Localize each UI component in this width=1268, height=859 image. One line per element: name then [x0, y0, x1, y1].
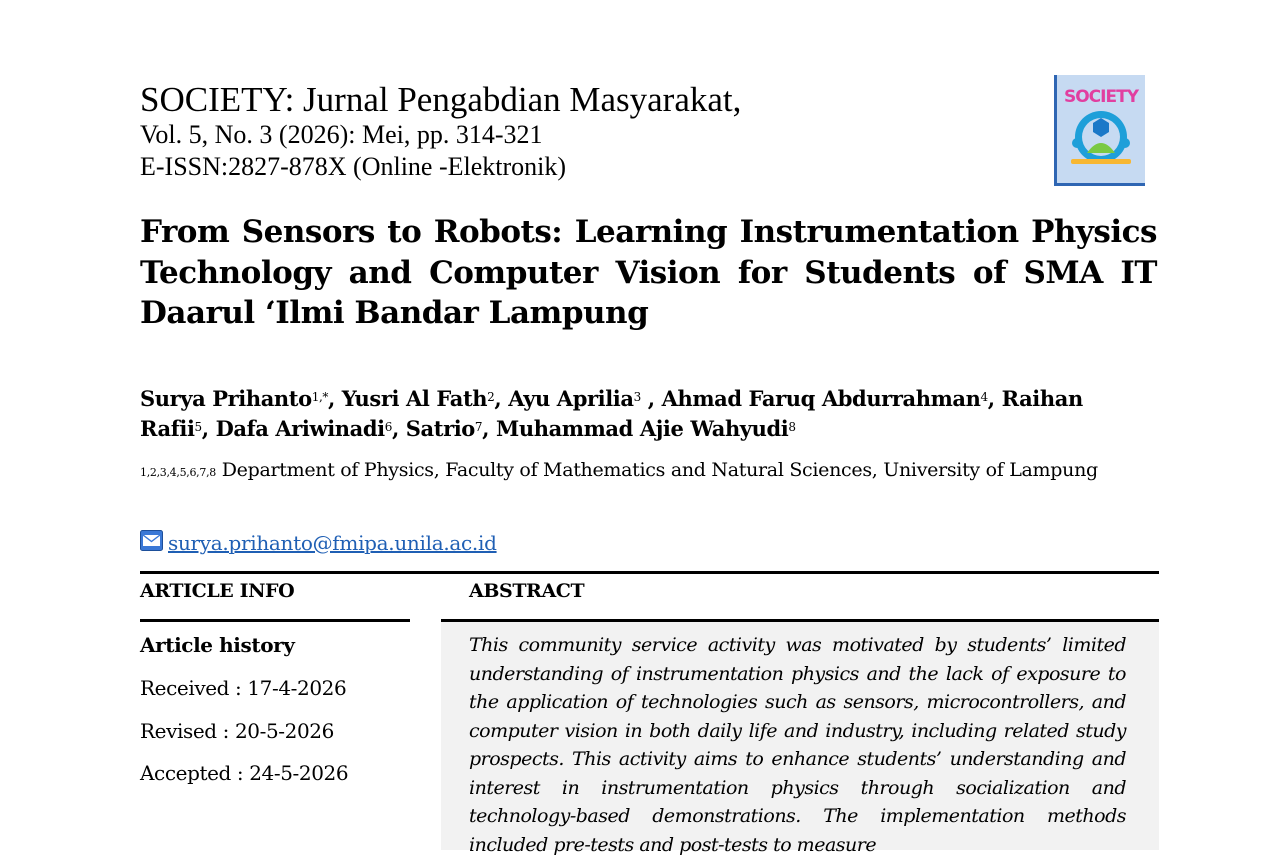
author-separator: , [391, 416, 406, 441]
logo-lettering: SOCIETY [1063, 87, 1139, 107]
info-divider [140, 619, 410, 622]
corresponding-email-link[interactable]: surya.prihanto@fmipa.unila.ac.id [168, 531, 497, 555]
author-separator: , [327, 386, 342, 411]
author-separator: , [494, 386, 509, 411]
journal-logo [1054, 75, 1145, 186]
author-affiliation-marker: 8 [788, 420, 796, 434]
author-name: Ayu Aprilia [508, 386, 634, 411]
author-affiliation-marker: 4 [980, 390, 988, 404]
article-info-heading: ARTICLE INFO [140, 580, 295, 602]
author-affiliation-marker: 5 [194, 420, 202, 434]
author-name: Satrio [405, 416, 475, 441]
affiliation-text: Department of Physics, Faculty of Mathematics and Natural Sciences, University of Lampung [221, 459, 1098, 481]
author-separator: , [640, 386, 662, 411]
abstract-heading: ABSTRACT [469, 580, 585, 602]
author-separator: , [201, 416, 216, 441]
author-separator: , [482, 416, 496, 441]
author-list [140, 384, 1140, 444]
author-affiliation-marker: 2 [487, 390, 495, 404]
received-date: Received : 17-4-2026 [140, 676, 347, 700]
journal-name: SOCIETY: Jurnal Pengabdian Masyarakat, [140, 80, 742, 119]
affiliation-marker: 1,2,3,4,5,6,7,8 [140, 466, 216, 479]
journal-volume: Vol. 5, No. 3 (2026): Mei, pp. 314-321 [140, 120, 543, 149]
author-name: Surya Prihanto [140, 386, 312, 411]
journal-issn: E-ISSN:2827-878X (Online -Elektronik) [140, 152, 567, 181]
section-divider [140, 571, 1159, 574]
author-name: Yusri Al Fath [341, 386, 488, 411]
author-name: Ahmad Faruq Abdurrahman [661, 386, 981, 411]
author-separator: , [987, 386, 1002, 411]
accepted-date: Accepted : 24-5-2026 [140, 761, 349, 785]
author-name: Raihan Rafii [140, 386, 1083, 441]
article-history-heading: Article history [140, 633, 295, 657]
article-title: From Sensors to Robots: Learning Instrumentation Physics Technology and Computer Vision for Students of SMA IT Daarul ‘Ilmi Bandar Lampung [140, 214, 1157, 331]
author-affiliation-marker: 1,* [311, 390, 328, 404]
mail-icon [140, 530, 163, 551]
affiliation [140, 456, 1130, 485]
author-affiliation-marker: 6 [384, 420, 392, 434]
author-affiliation-marker: 3 [633, 390, 641, 404]
author-name: Muhammad Ajie Wahyudi [496, 416, 789, 441]
author-affiliation-marker: 7 [474, 420, 483, 434]
revised-date: Revised : 20-5-2026 [140, 719, 334, 743]
author-name: Dafa Ariwinadi [215, 416, 385, 441]
abstract-text: This community service activity was motivated by students’ limited understanding of instrumentation physics and the lack of exposure to the application of technologies such as sensors, microcontrollers, and computer vision in both daily life and industry, including related study prospects. This activity aims to enhance students’ understanding and interest in instrumentation physics through socialization and technology-based demonstrations. The implementation methods included pre-tests and post-tests to measure [469, 634, 1126, 856]
